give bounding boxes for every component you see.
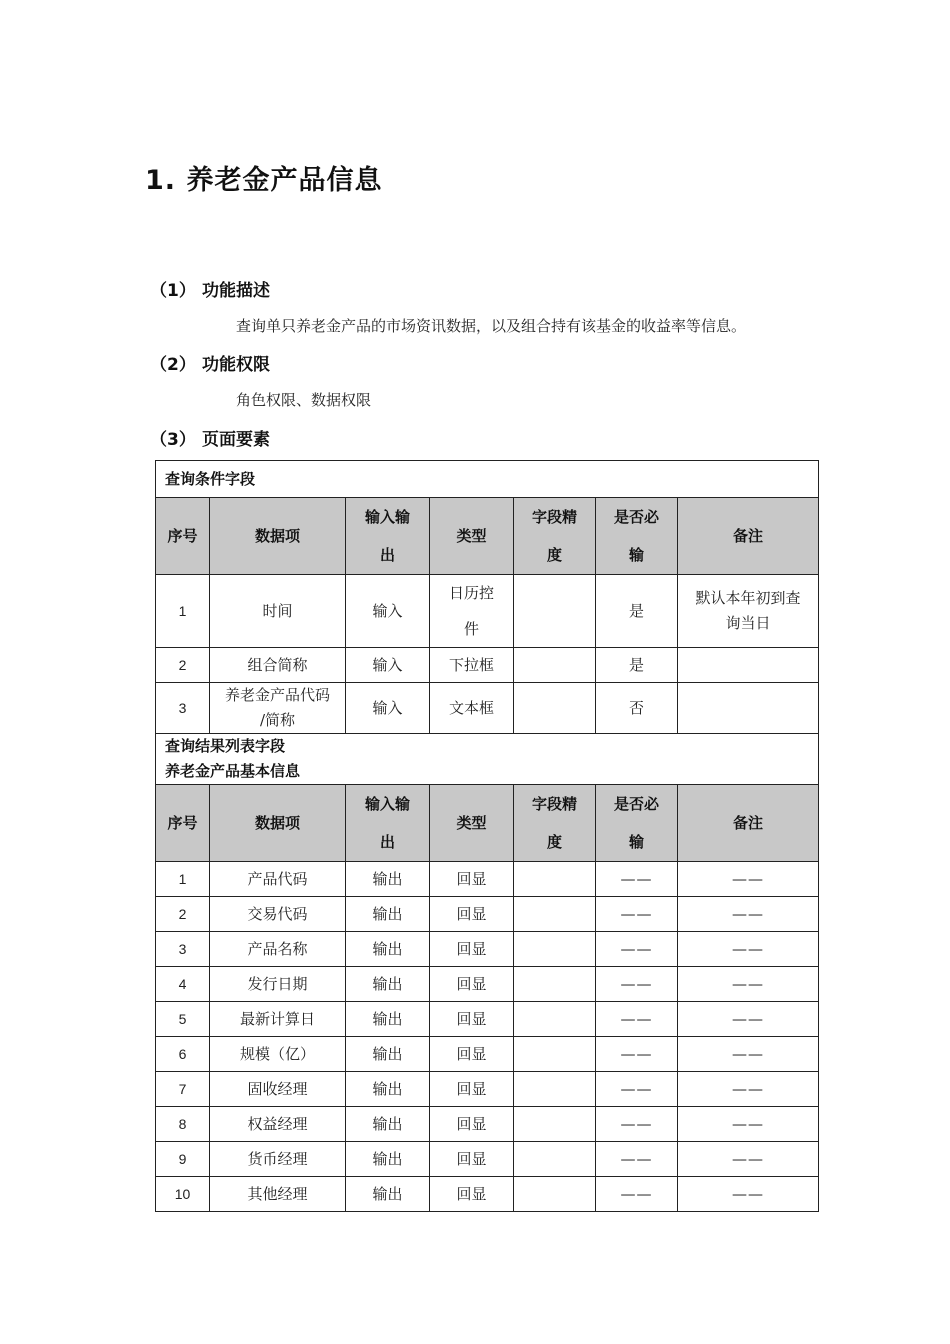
table-row	[156, 1177, 819, 1212]
cell-required: ——	[596, 967, 678, 1002]
cell-seq: 3	[156, 932, 210, 967]
page-elements-table	[155, 460, 819, 1212]
cell-type: 回显	[430, 1037, 514, 1072]
cell-seq: 2	[156, 648, 210, 683]
function-description-text: 查询单只养老金产品的市场资讯数据，以及组合持有该基金的收益率等信息。	[236, 317, 747, 335]
section-label: 功能描述	[202, 281, 270, 301]
cell-note: ——	[678, 897, 819, 932]
cell-required: ——	[596, 1107, 678, 1142]
cell-io: 输入	[346, 648, 430, 683]
section-heading-function-permission	[150, 350, 270, 375]
header-required: 是否必 输	[596, 785, 678, 862]
table-row	[156, 648, 819, 683]
cell-precision	[514, 897, 596, 932]
cell-item: 最新计算日	[210, 1002, 346, 1037]
cell-type: 回显	[430, 897, 514, 932]
section-row	[156, 461, 819, 498]
cell-precision	[514, 648, 596, 683]
cell-precision	[514, 1037, 596, 1072]
cell-precision	[514, 932, 596, 967]
cell-required: ——	[596, 1142, 678, 1177]
table-row	[156, 1037, 819, 1072]
cell-io: 输出	[346, 897, 430, 932]
cell-io: 输出	[346, 1037, 430, 1072]
table-header-row	[156, 498, 819, 575]
cell-required: ——	[596, 932, 678, 967]
cell-seq: 1	[156, 575, 210, 648]
result-section-label	[156, 734, 819, 785]
cell-seq: 8	[156, 1107, 210, 1142]
cell-item: 交易代码	[210, 897, 346, 932]
cell-io: 输出	[346, 932, 430, 967]
cell-type: 回显	[430, 932, 514, 967]
cell-required: 否	[596, 683, 678, 734]
section-number: （1）	[150, 281, 196, 301]
query-section-label: 查询条件字段	[156, 461, 819, 498]
cell-type: 回显	[430, 862, 514, 897]
header-type: 类型	[430, 498, 514, 575]
cell-required: ——	[596, 897, 678, 932]
cell-type: 回显	[430, 1177, 514, 1212]
cell-type: 回显	[430, 1002, 514, 1037]
function-permission-text: 角色权限、数据权限	[236, 391, 372, 409]
table-row	[156, 932, 819, 967]
cell-seq: 2	[156, 897, 210, 932]
section-number: （2）	[150, 355, 196, 375]
cell-precision	[514, 1002, 596, 1037]
section-heading-page-elements	[150, 425, 270, 450]
result-section-title: 查询结果列表字段	[165, 737, 286, 755]
cell-seq: 3	[156, 683, 210, 734]
cell-item: 养老金产品代码 /简称	[210, 683, 346, 734]
cell-seq: 5	[156, 1002, 210, 1037]
cell-item: 固收经理	[210, 1072, 346, 1107]
cell-type: 文本框	[430, 683, 514, 734]
header-required: 是否必 输	[596, 498, 678, 575]
cell-type: 回显	[430, 1072, 514, 1107]
header-item: 数据项	[210, 785, 346, 862]
table-row	[156, 1142, 819, 1177]
table-row	[156, 683, 819, 734]
cell-required: ——	[596, 1072, 678, 1107]
cell-note: ——	[678, 967, 819, 1002]
cell-type: 回显	[430, 1107, 514, 1142]
cell-seq: 9	[156, 1142, 210, 1177]
cell-note: ——	[678, 1177, 819, 1212]
table-row	[156, 1072, 819, 1107]
cell-required: ——	[596, 1177, 678, 1212]
cell-precision	[514, 1142, 596, 1177]
cell-precision	[514, 683, 596, 734]
page-title: 1. 养老金产品信息	[145, 165, 383, 196]
cell-precision	[514, 575, 596, 648]
cell-item: 产品代码	[210, 862, 346, 897]
cell-note: ——	[678, 1002, 819, 1037]
header-note: 备注	[678, 785, 819, 862]
header-precision: 字段精 度	[514, 498, 596, 575]
section-number: （3）	[150, 430, 196, 450]
table-row	[156, 897, 819, 932]
table-row	[156, 575, 819, 648]
table-row	[156, 862, 819, 897]
cell-type: 回显	[430, 967, 514, 1002]
cell-io: 输出	[346, 1002, 430, 1037]
cell-required: ——	[596, 862, 678, 897]
cell-io: 输出	[346, 1177, 430, 1212]
cell-io: 输出	[346, 1107, 430, 1142]
cell-item: 货币经理	[210, 1142, 346, 1177]
cell-note: ——	[678, 1072, 819, 1107]
header-item: 数据项	[210, 498, 346, 575]
table-row	[156, 1107, 819, 1142]
section-heading-function-desc	[150, 276, 270, 301]
section-row	[156, 734, 819, 785]
header-io: 输入输 出	[346, 498, 430, 575]
cell-note: ——	[678, 1107, 819, 1142]
cell-item: 规模（亿）	[210, 1037, 346, 1072]
cell-io: 输出	[346, 1142, 430, 1177]
cell-io: 输出	[346, 1072, 430, 1107]
cell-required: ——	[596, 1037, 678, 1072]
cell-type: 回显	[430, 1142, 514, 1177]
cell-note: ——	[678, 1037, 819, 1072]
cell-item: 发行日期	[210, 967, 346, 1002]
result-rows	[156, 862, 819, 1212]
header-seq: 序号	[156, 498, 210, 575]
cell-item: 权益经理	[210, 1107, 346, 1142]
cell-seq: 4	[156, 967, 210, 1002]
cell-note: ——	[678, 1142, 819, 1177]
cell-seq: 10	[156, 1177, 210, 1212]
header-seq: 序号	[156, 785, 210, 862]
section-label: 功能权限	[202, 355, 270, 375]
cell-precision	[514, 1072, 596, 1107]
cell-required: 是	[596, 648, 678, 683]
cell-item: 产品名称	[210, 932, 346, 967]
cell-note: ——	[678, 932, 819, 967]
cell-precision	[514, 862, 596, 897]
result-subsection-title: 养老金产品基本信息	[165, 762, 301, 780]
header-precision: 字段精 度	[514, 785, 596, 862]
cell-precision	[514, 1107, 596, 1142]
cell-seq: 1	[156, 862, 210, 897]
cell-item: 组合简称	[210, 648, 346, 683]
cell-io: 输入	[346, 683, 430, 734]
cell-precision	[514, 967, 596, 1002]
cell-type: 日历控 件	[430, 575, 514, 648]
cell-required: ——	[596, 1002, 678, 1037]
cell-seq: 6	[156, 1037, 210, 1072]
cell-note	[678, 648, 819, 683]
cell-type: 下拉框	[430, 648, 514, 683]
table-header-row	[156, 785, 819, 862]
cell-note	[678, 683, 819, 734]
cell-io: 输入	[346, 575, 430, 648]
header-io: 输入输 出	[346, 785, 430, 862]
cell-note: 默认本年初到查 询当日	[678, 575, 819, 648]
section-label: 页面要素	[202, 430, 270, 450]
cell-item: 时间	[210, 575, 346, 648]
cell-note: ——	[678, 862, 819, 897]
cell-io: 输出	[346, 862, 430, 897]
table-row	[156, 1002, 819, 1037]
cell-io: 输出	[346, 967, 430, 1002]
cell-item: 其他经理	[210, 1177, 346, 1212]
cell-precision	[514, 1177, 596, 1212]
header-note: 备注	[678, 498, 819, 575]
table-row	[156, 967, 819, 1002]
cell-required: 是	[596, 575, 678, 648]
header-type: 类型	[430, 785, 514, 862]
cell-seq: 7	[156, 1072, 210, 1107]
